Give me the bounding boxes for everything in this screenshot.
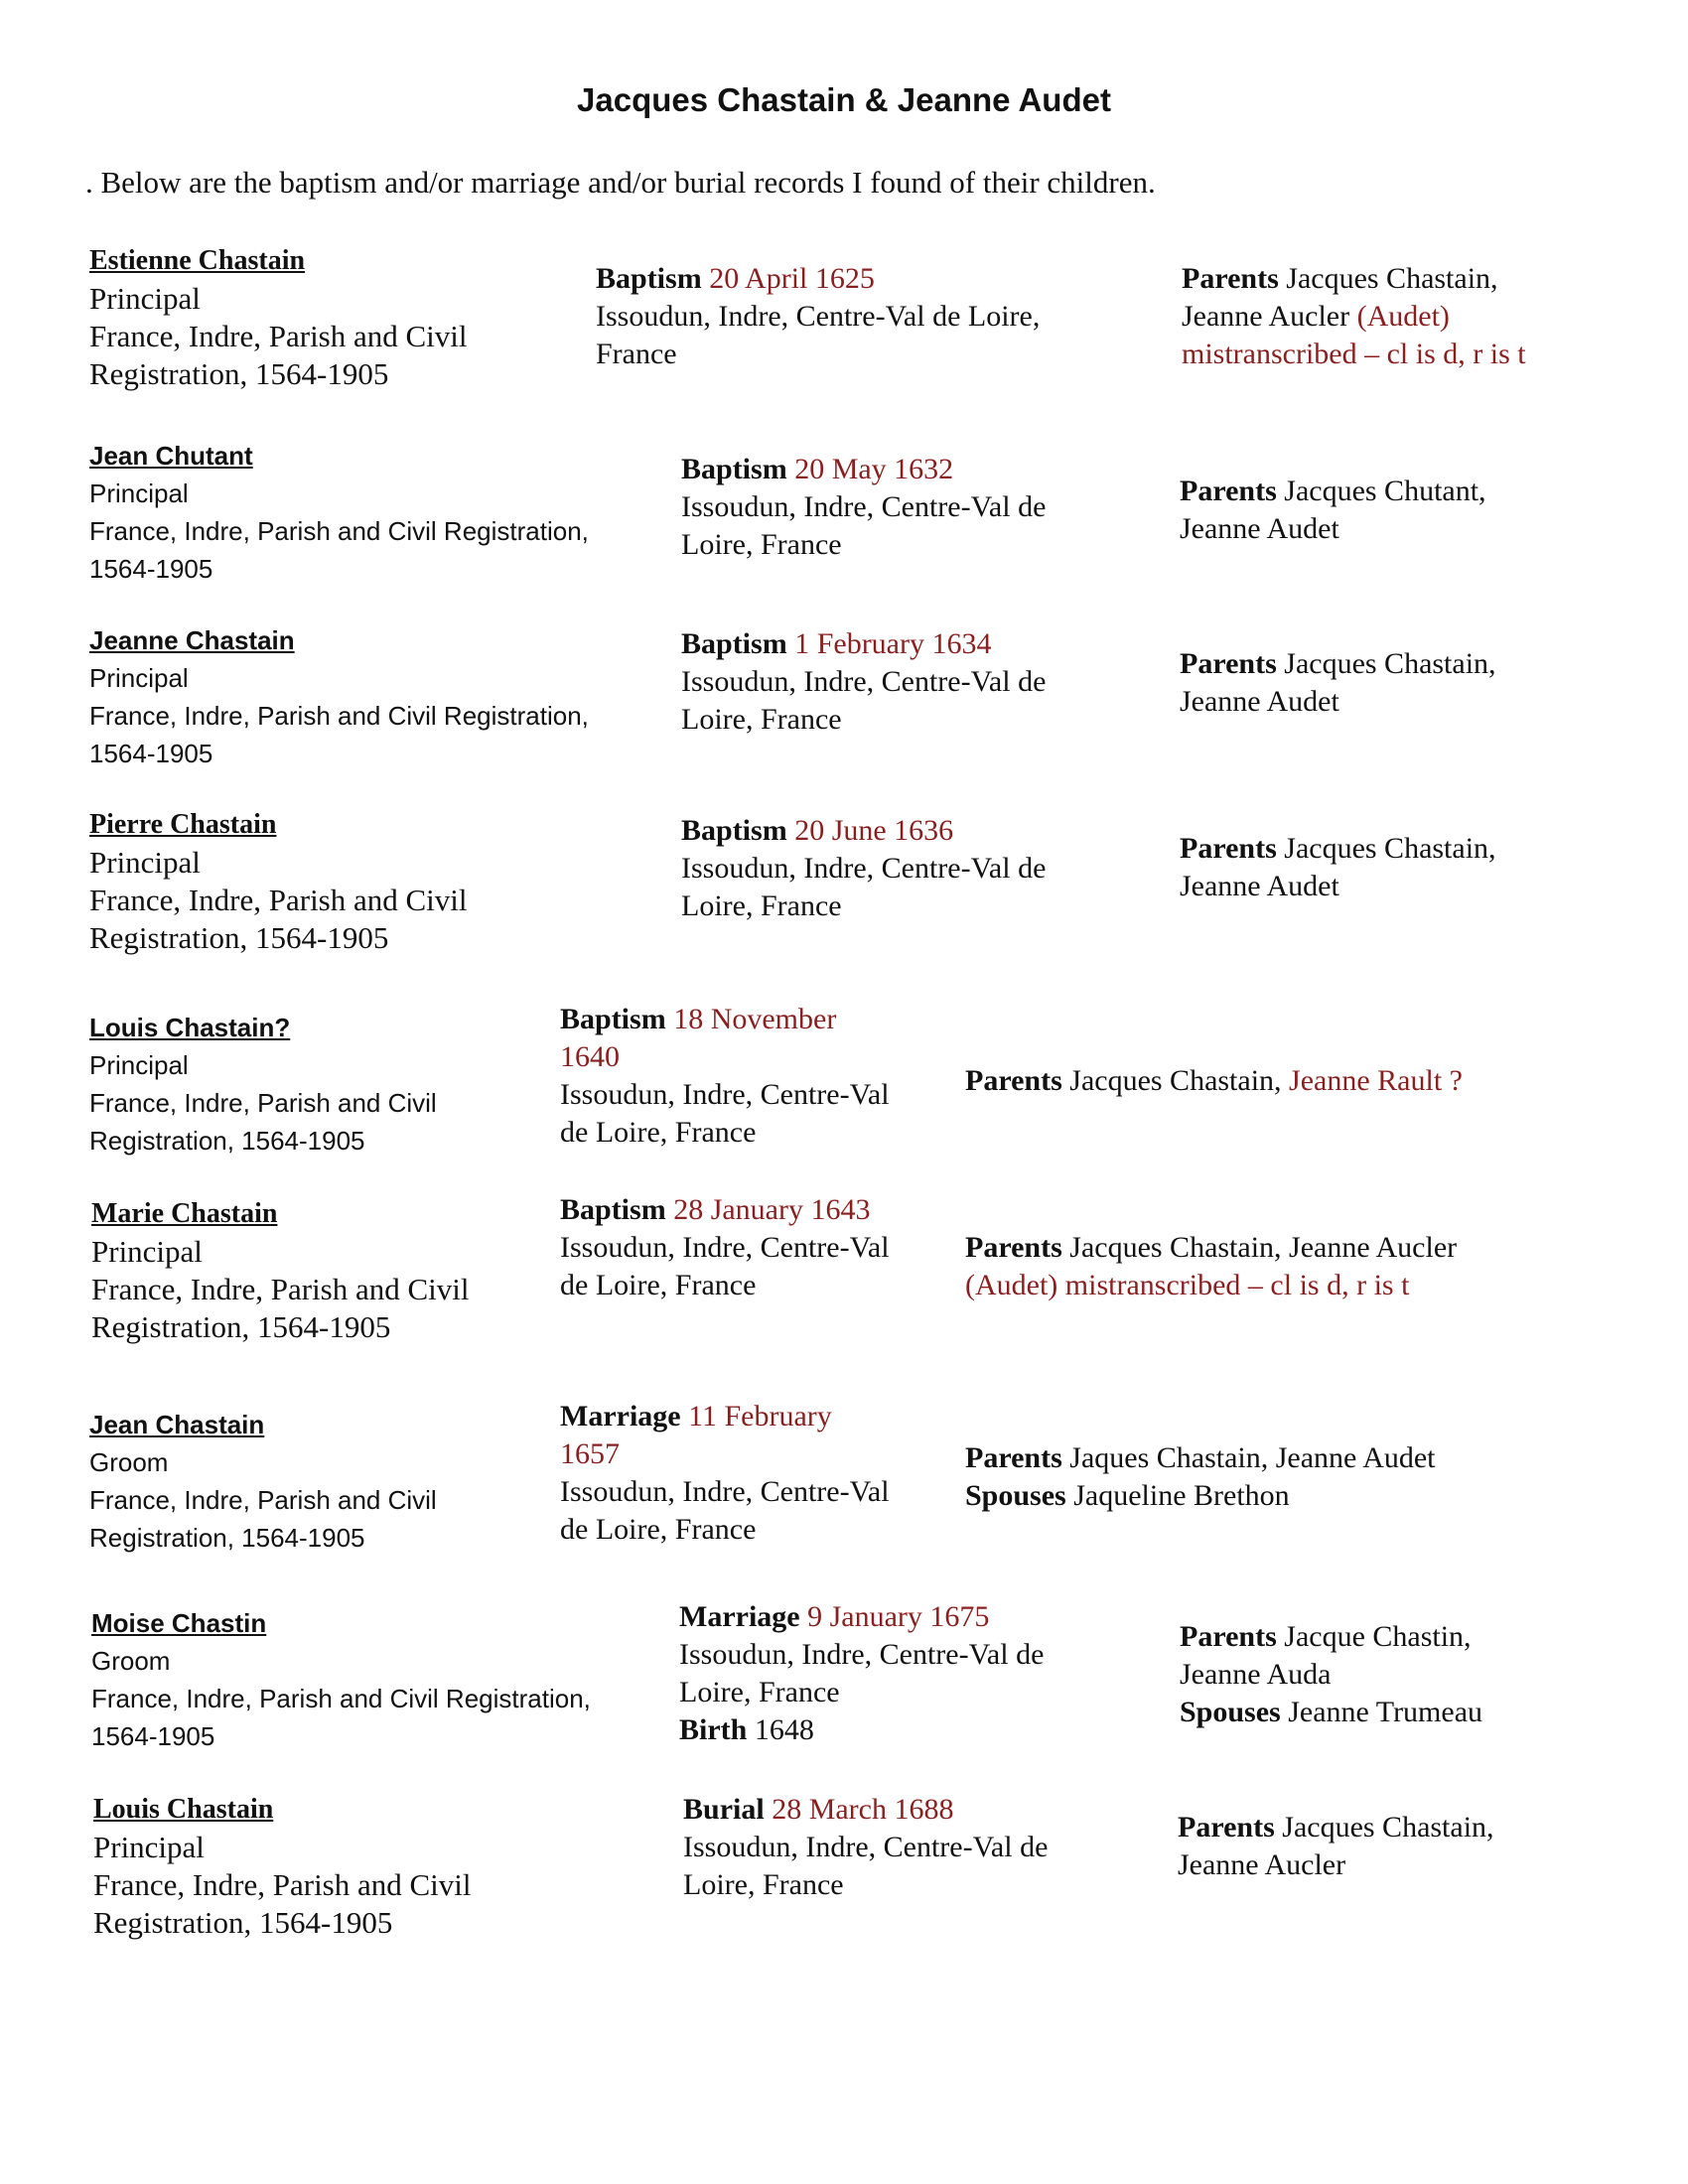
record-parents [965, 1229, 1457, 1304]
place-line: Loire, France [681, 528, 842, 561]
collection-line: Registration, 1564-1905 [89, 920, 389, 955]
spouses-label: Spouses [1180, 1696, 1281, 1728]
collection-line: Registration, 1564-1905 [89, 1523, 365, 1553]
parents-value: Jeanne Auda [1180, 1658, 1332, 1691]
parents-value: Jacques Chastain, [1284, 647, 1496, 680]
place-line: de Loire, France [560, 1513, 757, 1546]
parents-label: Parents [1178, 1811, 1275, 1843]
place-line: Issoudun, Indre, Centre-Val de [679, 1638, 1045, 1671]
record-person [91, 1604, 591, 1755]
person-name: Louis Chastain [93, 1794, 274, 1825]
person-role: Groom [91, 1646, 171, 1676]
event-label: Baptism [681, 627, 787, 660]
record-parents [965, 1062, 1463, 1100]
record-person [89, 437, 589, 588]
record-parents [1180, 645, 1496, 721]
record-parents [1178, 1809, 1494, 1884]
record-event [681, 625, 1046, 739]
person-role: Principal [89, 281, 201, 316]
parents-label: Parents [1180, 1620, 1277, 1653]
event-label: Baptism [681, 814, 787, 847]
collection-line: France, Indre, Parish and Civil Registration, [89, 701, 589, 731]
birth-label: Birth [679, 1713, 748, 1746]
place-line: Loire, France [681, 889, 842, 922]
place-line: Loire, France [683, 1868, 844, 1901]
parents-value: Jeanne Audet [1180, 685, 1339, 718]
record-parents [1182, 260, 1526, 373]
parents-value: Jeanne Audet [1180, 870, 1339, 902]
place-line: Issoudun, Indre, Centre-Val de [681, 490, 1047, 523]
person-role: Groom [89, 1447, 169, 1477]
spouses-value: Jeanne Trumeau [1288, 1696, 1483, 1728]
spouses-value: Jaqueline Brethon [1073, 1479, 1290, 1512]
place-line: Issoudun, Indre, Centre-Val [560, 1078, 890, 1111]
collection-line: Registration, 1564-1905 [89, 1126, 365, 1156]
event-date: 1657 [560, 1437, 620, 1470]
parents-label: Parents [1180, 647, 1277, 680]
record-person [89, 1009, 437, 1160]
parents-value: Jacques Chastain, [1282, 1811, 1494, 1843]
record-event [560, 1191, 890, 1304]
event-date: 18 November [673, 1003, 837, 1035]
spouses-label: Spouses [965, 1479, 1066, 1512]
person-name: Jean Chastain [89, 1410, 265, 1439]
collection-line: France, Indre, Parish and Civil [93, 1867, 472, 1902]
record-person [91, 1195, 470, 1346]
parents-note: (Audet) [1356, 300, 1450, 333]
person-name: Moise Chastin [91, 1608, 267, 1638]
collection-line: 1564-1905 [89, 554, 213, 584]
parents-value: Jacques Chastain, [1284, 832, 1496, 865]
person-role: Principal [93, 1830, 205, 1864]
person-name: Pierre Chastain [89, 809, 277, 840]
record-parents [1180, 830, 1496, 905]
place-line: Issoudun, Indre, Centre-Val de [683, 1831, 1049, 1863]
collection-line: France, Indre, Parish and Civil Registration, [89, 516, 589, 546]
place-line: Issoudun, Indre, Centre-Val [560, 1475, 890, 1508]
place-line: de Loire, France [560, 1116, 757, 1149]
person-name: Estienne Chastain [89, 245, 306, 276]
place-line: Issoudun, Indre, Centre-Val de [681, 852, 1047, 885]
parents-value: Jeanne Aucler [1182, 300, 1350, 333]
place-line: Issoudun, Indre, Centre-Val [560, 1231, 890, 1264]
parents-label: Parents [965, 1064, 1062, 1097]
parents-value: Jacques Chastain, Jeanne Aucler [1069, 1231, 1458, 1264]
person-name: Louis Chastain? [89, 1013, 291, 1042]
person-name: Marie Chastain [91, 1198, 278, 1229]
record-event [560, 1398, 890, 1549]
place-line: Issoudun, Indre, Centre-Val de Loire, [596, 300, 1041, 333]
parents-label: Parents [1182, 262, 1279, 295]
record-person [89, 621, 589, 772]
place-line: Loire, France [681, 703, 842, 736]
event-date: 20 May 1632 [794, 453, 954, 485]
collection-line: France, Indre, Parish and Civil Registration, [91, 1684, 591, 1713]
event-date: 11 February [688, 1400, 832, 1433]
record-person [93, 1791, 472, 1942]
event-label: Baptism [681, 453, 787, 485]
event-date: 1640 [560, 1040, 620, 1073]
record-parents [1180, 473, 1486, 548]
parents-value: Jeanne Aucler [1178, 1848, 1346, 1881]
record-event [560, 1001, 890, 1152]
place-line: France [596, 338, 677, 370]
parents-label: Parents [965, 1441, 1062, 1474]
parents-value: Jaques Chastain, Jeanne Audet [1069, 1441, 1436, 1474]
event-label: Baptism [560, 1193, 666, 1226]
page-title: Jacques Chastain & Jeanne Audet [577, 81, 1111, 118]
person-role: Principal [91, 1234, 203, 1269]
event-date: 1 February 1634 [794, 627, 992, 660]
parents-note: (Audet) mistranscribed – cl is d, r is t [965, 1269, 1410, 1301]
parents-value: Jacques Chutant, [1284, 475, 1486, 507]
parents-label: Parents [1180, 832, 1277, 865]
person-role: Principal [89, 478, 189, 508]
person-name: Jean Chutant [89, 441, 253, 471]
collection-line: France, Indre, Parish and Civil [89, 1485, 437, 1515]
record-parents [965, 1439, 1436, 1515]
event-label: Baptism [560, 1003, 666, 1035]
parents-value: Jacques Chastain, [1286, 262, 1498, 295]
parents-label: Parents [1180, 475, 1277, 507]
collection-line: Registration, 1564-1905 [91, 1309, 391, 1344]
parents-value: Jacques Chastain, [1069, 1064, 1282, 1097]
parents-label: Parents [965, 1231, 1062, 1264]
event-label: Baptism [596, 262, 702, 295]
event-date: 28 January 1643 [673, 1193, 871, 1226]
collection-line: Registration, 1564-1905 [89, 356, 389, 391]
event-label: Marriage [560, 1400, 681, 1433]
collection-line: France, Indre, Parish and Civil [89, 319, 468, 353]
record-person [89, 1406, 437, 1557]
person-role: Principal [89, 845, 201, 880]
event-date: 9 January 1675 [807, 1600, 990, 1633]
parents-value: Jeanne Audet [1180, 512, 1339, 545]
collection-line: Registration, 1564-1905 [93, 1905, 393, 1940]
collection-line: France, Indre, Parish and Civil [89, 883, 468, 917]
event-label: Burial [683, 1793, 765, 1826]
collection-line: France, Indre, Parish and Civil [89, 1088, 437, 1118]
event-date: 20 June 1636 [794, 814, 954, 847]
collection-line: 1564-1905 [89, 739, 213, 768]
person-role: Principal [89, 663, 189, 693]
event-date: 20 April 1625 [709, 262, 875, 295]
parents-note: Jeanne Rault ? [1289, 1064, 1463, 1097]
place-line: Issoudun, Indre, Centre-Val de [681, 665, 1047, 698]
parents-note: mistranscribed – cl is d, r is t [1182, 338, 1526, 370]
parents-value: Jacque Chastin, [1284, 1620, 1472, 1653]
birth-value: 1648 [754, 1713, 814, 1746]
intro-text: . Below are the baptism and/or marriage and/or burial records I found of their children. [85, 165, 1156, 200]
record-person [89, 242, 468, 393]
record-event [683, 1791, 1048, 1904]
place-line: Loire, France [679, 1676, 840, 1708]
record-person [89, 806, 468, 957]
collection-line: 1564-1905 [91, 1721, 215, 1751]
record-event [679, 1598, 1044, 1749]
record-event [681, 451, 1046, 564]
event-date: 28 March 1688 [772, 1793, 954, 1826]
record-event [681, 812, 1046, 925]
record-parents [1180, 1618, 1482, 1731]
place-line: de Loire, France [560, 1269, 757, 1301]
event-label: Marriage [679, 1600, 800, 1633]
person-name: Jeanne Chastain [89, 625, 295, 655]
person-role: Principal [89, 1050, 189, 1080]
record-event [596, 260, 1040, 373]
collection-line: France, Indre, Parish and Civil [91, 1272, 470, 1306]
